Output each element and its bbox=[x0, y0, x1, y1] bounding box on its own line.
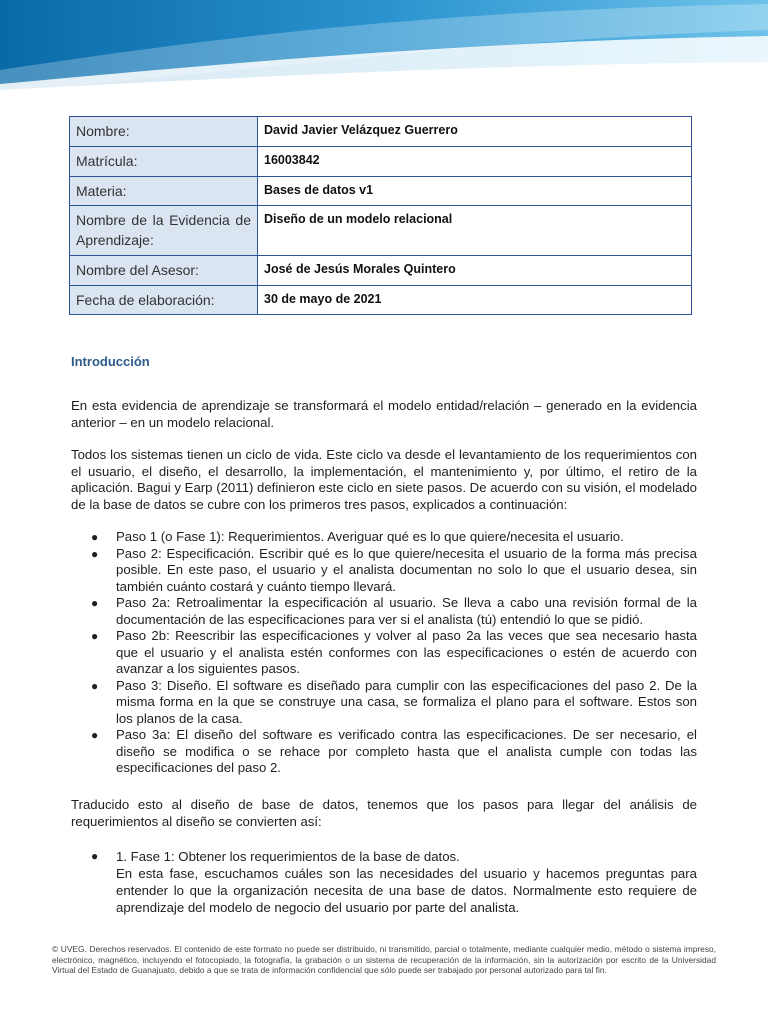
label-evidencia: Nombre de la Evidencia de Aprendizaje: bbox=[70, 206, 258, 256]
label-materia: Materia: bbox=[70, 177, 258, 206]
value-asesor: José de Jesús Morales Quintero bbox=[258, 256, 692, 286]
bullet-icon: ● bbox=[91, 530, 99, 544]
header-banner bbox=[0, 0, 768, 96]
value-materia: Bases de datos v1 bbox=[258, 177, 692, 206]
list-item: ● Paso 3: Diseño. El software es diseñado para cumplir con las especificaciones del paso 2. De la misma forma en la que se construye una casa, se formaliza el plano para el software. Estos son los planos de la casa. bbox=[91, 677, 697, 726]
list-item: ● Paso 2b: Reescribir las especificaciones y volver al paso 2a las veces que sea necesario hasta que el usuario y el analista estén conformes con las especificaciones o estén de acuerdo con avanzar a los siguientes pasos. bbox=[91, 628, 697, 676]
label-fecha: Fecha de elaboración: bbox=[70, 286, 258, 315]
bullet-icon: ● bbox=[91, 629, 99, 643]
table-row bbox=[70, 147, 692, 177]
bullet-icon: ● bbox=[91, 596, 99, 610]
copyright-footer: © UVEG. Derechos reservados. El contenido de este formato no puede ser distribuido, ni transmitido, parcial o totalmente, mediante cualquier medio, método o sistema impreso, electrónico, magnético, incluyendo el fotocopiado, la fotografía, la grabación o un sistema de recuperación de la información, sin la autorización por escrito de la Universidad Virtual del Estado de Guanajuato, debido a que se trata de información confidencial que sólo puede ser trabajado por personal autorizado para tal fin. bbox=[52, 944, 716, 975]
table-row bbox=[70, 117, 692, 147]
list-item: ● Paso 3a: El diseño del software es verificado contra las especificaciones. De ser necesario, el diseño se modifica o se rehace por completo hasta que el analista cumple con todas las especificaciones del paso 2. bbox=[91, 727, 697, 775]
list-item: ● Paso 2: Especificación. Escribir qué es lo que quiere/necesita el usuario de la forma más precisa posible. En este paso, el usuario y el analista documentan no solo lo que el usuario desea, sin también cuánto costará y cuánto tiempo llevará. bbox=[91, 545, 697, 594]
bullet-icon: ● bbox=[91, 546, 99, 561]
intro-paragraph-2: Todos los sistemas tienen un ciclo de vida. Este ciclo va desde el levantamiento de los requerimientos con el usuario, el diseño, el desarrollo, la implementación, el mantenimiento y, por último, el retiro de la aplicación. Bagui y Earp (2011) definieron este ciclo en siete pasos. De acuerdo con su visión, el modelado de la base de datos se cubre con los primeros tres pasos, explicados a continuación: bbox=[71, 447, 697, 512]
table-row bbox=[70, 206, 692, 256]
fase-text: En esta fase, escuchamos cuáles son las necesidades del usuario y hacemos preguntas para entender lo que la organización necesita de una base de datos. Normalmente esto requiere de aprendizaje del modelo de negocio del usuario por parte del analista. bbox=[116, 866, 697, 915]
label-matricula: Matrícula: bbox=[70, 147, 258, 177]
intro-paragraph-3: Traducido esto al diseño de base de datos, tenemos que los pasos para llegar del análisis de requerimientos al diseño se convierten así: bbox=[71, 797, 697, 829]
student-info-table bbox=[69, 116, 692, 315]
value-fecha: 30 de mayo de 2021 bbox=[258, 286, 692, 315]
label-nombre: Nombre: bbox=[70, 117, 258, 147]
section-heading: Introducción bbox=[71, 354, 150, 369]
table-row bbox=[70, 286, 692, 315]
label-asesor: Nombre del Asesor: bbox=[70, 256, 258, 286]
fase-list bbox=[71, 848, 697, 916]
banner-wave-graphic bbox=[0, 0, 768, 96]
intro-paragraph-1: En esta evidencia de aprendizaje se transformará el modelo entidad/relación – generado en la evidencia anterior – en un modelo relacional. bbox=[71, 398, 697, 430]
bullet-icon: ● bbox=[91, 728, 99, 742]
table-row bbox=[70, 177, 692, 206]
value-matricula: 16003842 bbox=[258, 147, 692, 177]
steps-list bbox=[71, 529, 697, 777]
value-nombre: David Javier Velázquez Guerrero bbox=[258, 117, 692, 147]
table-row bbox=[70, 256, 692, 286]
bullet-icon: ● bbox=[91, 678, 99, 693]
list-item: ● Paso 1 (o Fase 1): Requerimientos. Averiguar qué es lo que quiere/necesita el usuario. bbox=[91, 529, 624, 544]
fase-title: 1. Fase 1: Obtener los requerimientos de la base de datos. bbox=[116, 849, 460, 864]
list-item bbox=[71, 848, 697, 916]
bullet-icon: ● bbox=[91, 849, 99, 863]
list-item: ● Paso 2a: Retroalimentar la especificación al usuario. Se lleva a cabo una revisión formal de la documentación de las especificaciones para ver si el analista (tú) entendió lo que se pidió. bbox=[91, 595, 697, 627]
value-evidencia: Diseño de un modelo relacional bbox=[258, 206, 692, 256]
